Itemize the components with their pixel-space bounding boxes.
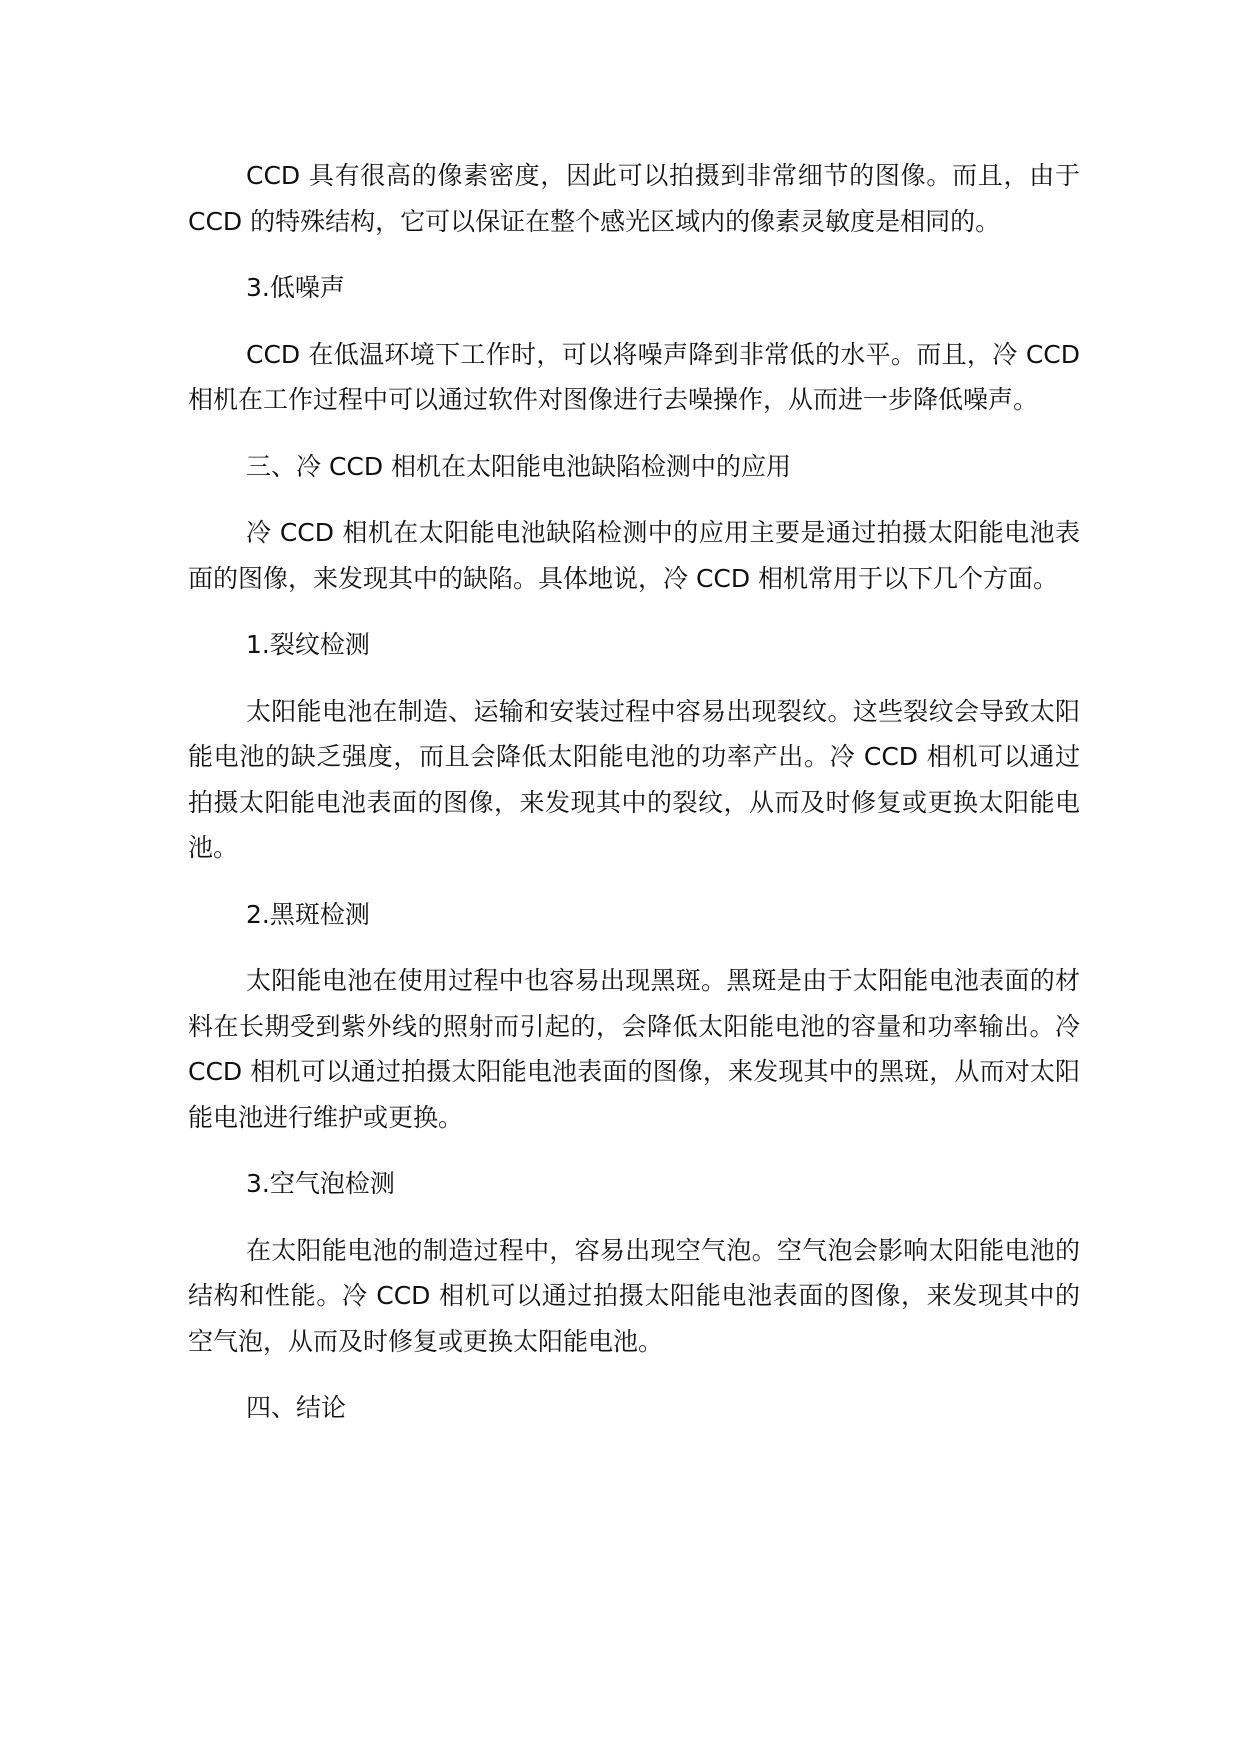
- heading-crack-detection: 1.裂纹检测: [246, 630, 370, 659]
- heading-air-bubble-detection: 3.空气泡检测: [246, 1169, 395, 1198]
- heading-black-spot-detection: 2.黑斑检测: [246, 899, 370, 929]
- document-body: [188, 153, 1080, 1452]
- section-heading-conclusion: 四、结论: [246, 1393, 347, 1422]
- paragraph-crack-detection: 太阳能电池在制造、运输和安装过程中容易出现裂纹。这些裂纹会导致太阳能电池的缺乏强度，而且会降低太阳能电池的功率产出。冷 CCD 相机可以通过拍摄太阳能电池表面的图像，来发现其中的裂纹，从而及时修复或更换太阳能电池。: [188, 696, 1080, 862]
- paragraph-low-noise: CCD 在低温环境下工作时，可以将噪声降到非常低的水平。而且，冷 CCD 相机在工作过程中可以通过软件对图像进行去噪操作，从而进一步降低噪声。: [188, 339, 1080, 414]
- heading-low-noise: 3.低噪声: [246, 273, 345, 302]
- paragraph-application-intro: 冷 CCD 相机在太阳能电池缺陷检测中的应用主要是通过拍摄太阳能电池表面的图像，来发现其中的缺陷。具体地说，冷 CCD 相机常用于以下几个方面。: [188, 518, 1080, 593]
- section-heading-application: 三、冷 CCD 相机在太阳能电池缺陷检测中的应用: [246, 451, 792, 481]
- paragraph-black-spot-detection: 太阳能电池在使用过程中也容易出现黑斑。黑斑是由于太阳能电池表面的材料在长期受到紫外线的照射而引起的，会降低太阳能电池的容量和功率输出。冷 CCD 相机可以通过拍摄太阳能电池表面的图像，来发现其中的黑斑，从而对太阳能电池进行维护或更换。: [188, 966, 1080, 1132]
- paragraph-air-bubble-detection: 在太阳能电池的制造过程中，容易出现空气泡。空气泡会影响太阳能电池的结构和性能。冷 CCD 相机可以通过拍摄太阳能电池表面的图像，来发现其中的空气泡，从而及时修复或更换太阳能电池。: [188, 1235, 1080, 1356]
- paragraph-pixel-density: CCD 具有很高的像素密度，因此可以拍摄到非常细节的图像。而且，由于 CCD 的特殊结构，它可以保证在整个感光区域内的像素灵敏度是相同的。: [188, 161, 1080, 236]
